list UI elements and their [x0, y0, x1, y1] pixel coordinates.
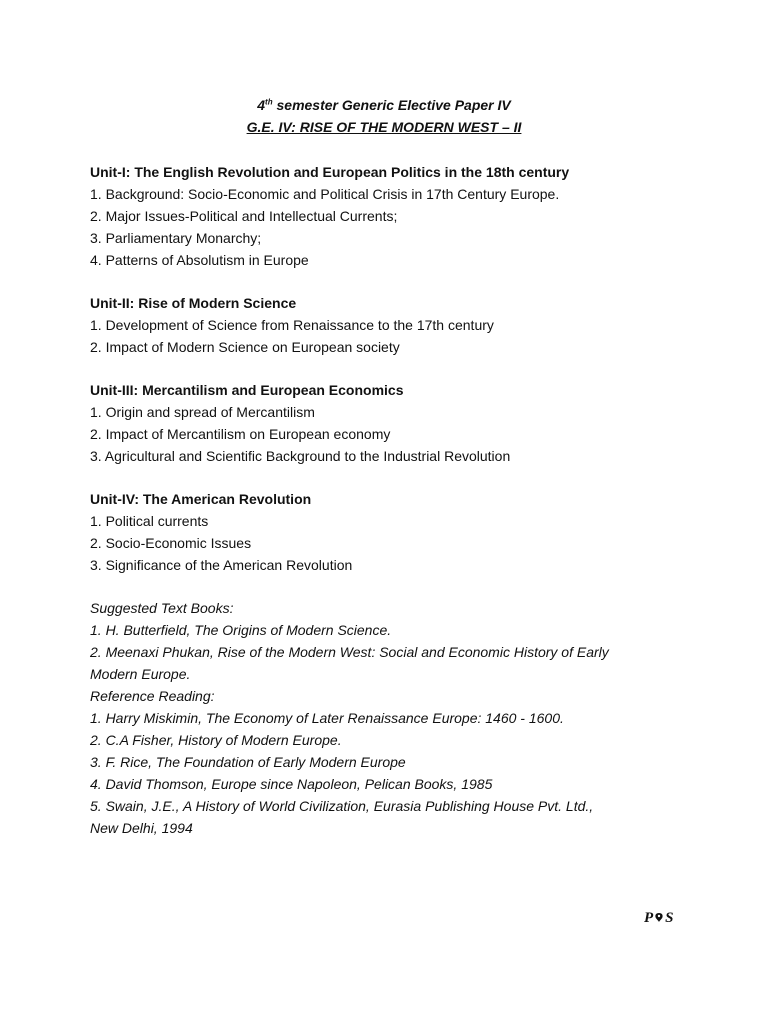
unit-item: 3. Agricultural and Scientific Background to the Industrial Revolution	[90, 448, 511, 464]
flourish-mark-icon	[654, 909, 664, 920]
semester-ordinal: th	[265, 97, 273, 107]
text-book-entry: 2. Meenaxi Phukan, Rise of the Modern West: Social and Economic History of Early	[90, 644, 609, 660]
semester-title-text: semester Generic Elective Paper IV	[272, 97, 511, 113]
unit-item: 2. Impact of Modern Science on European society	[90, 339, 400, 355]
signature-letter: S	[665, 910, 674, 926]
semester-title	[0, 94, 768, 116]
reference-entry: New Delhi, 1994	[90, 820, 193, 836]
signature-letter: P	[644, 910, 654, 926]
unit-item: 2. Major Issues-Political and Intellectual Currents;	[90, 208, 398, 224]
text-book-entry: Modern Europe.	[90, 666, 191, 682]
paper-subtitle: G.E. IV: RISE OF THE MODERN WEST – II	[246, 119, 522, 135]
references-section	[90, 597, 710, 839]
unit-item: 1. Development of Science from Renaissance to the 17th century	[90, 317, 494, 333]
unit-4	[90, 488, 710, 576]
semester-number: 4	[257, 97, 266, 113]
unit-heading: Unit-II: Rise of Modern Science	[90, 295, 297, 311]
unit-item: 1. Political currents	[90, 513, 209, 529]
unit-item: 4. Patterns of Absolutism in Europe	[90, 252, 309, 268]
unit-heading: Unit-I: The English Revolution and European Politics in the 18th century	[90, 164, 570, 180]
unit-heading: Unit-III: Mercantilism and European Economics	[90, 382, 404, 398]
unit-1	[90, 161, 710, 271]
unit-item: 2. Socio-Economic Issues	[90, 535, 252, 551]
reference-entry: 3. F. Rice, The Foundation of Early Modern Europe	[90, 754, 406, 770]
unit-item: 2. Impact of Mercantilism on European economy	[90, 426, 391, 442]
reference-entry: 1. Harry Miskimin, The Economy of Later Renaissance Europe: 1460 - 1600.	[90, 710, 564, 726]
reference-entry: 2. C.A Fisher, History of Modern Europe.	[90, 732, 342, 748]
reference-reading-heading: Reference Reading:	[90, 688, 215, 704]
reference-entry: 4. David Thomson, Europe since Napoleon, Pelican Books, 1985	[90, 776, 493, 792]
signature-initials	[644, 908, 674, 928]
unit-item: 3. Parliamentary Monarchy;	[90, 230, 262, 246]
text-book-entry: 1. H. Butterfield, The Origins of Modern Science.	[90, 622, 392, 638]
unit-item: 3. Significance of the American Revolution	[90, 557, 353, 573]
reference-entry: 5. Swain, J.E., A History of World Civilization, Eurasia Publishing House Pvt. Ltd.,	[90, 798, 594, 814]
unit-2	[90, 292, 710, 358]
unit-3	[90, 379, 710, 467]
unit-heading: Unit-IV: The American Revolution	[90, 491, 312, 507]
unit-item: 1. Origin and spread of Mercantilism	[90, 404, 315, 420]
unit-item: 1. Background: Socio-Economic and Political Crisis in 17th Century Europe.	[90, 186, 560, 202]
text-books-heading: Suggested Text Books:	[90, 600, 234, 616]
syllabus-content	[90, 161, 710, 839]
document-header	[0, 94, 768, 138]
